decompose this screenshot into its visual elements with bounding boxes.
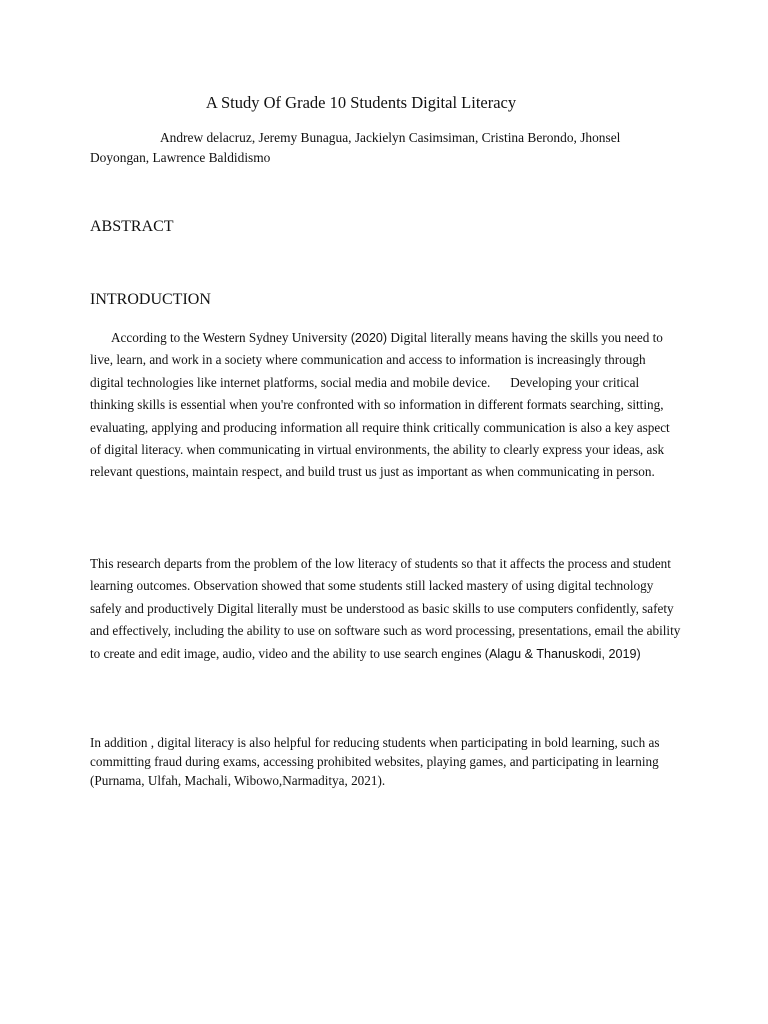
paragraph-text: This research departs from the problem of the low literacy of students so that it affects the process and student learning outcomes. Observation showed that some students still lacked mastery of using digital technology safely and productively Digital literally must be understood as basic skills to use computers confidently, safety and effectively, including the ability to use on software such as word processing, presentations, email the ability to create and edit image, audio, video and the ability to use search engines: [90, 556, 681, 661]
author-list: Andrew delacruz, Jeremy Bunagua, Jackielyn Casimsiman, Cristina Berondo, Jhonsel Doyongan, Lawrence Baldidismo: [90, 130, 621, 165]
paper-title: A Study Of Grade 10 Students Digital Literacy: [205, 93, 517, 112]
introduction-heading: INTRODUCTION: [90, 291, 211, 308]
citation: (Alagu & Thanuskodi, 2019): [484, 646, 641, 661]
citation-year: (2020): [350, 331, 388, 345]
paragraph-text: Developing your critical thinking skills is essential when you're confronted with so information in different formats searching, sitting, evaluating, applying and producing information all require think critically communication is also a key aspect of digital literacy. when communicating in virtual environments, the ability to clearly express your ideas, ask relevant questions, maintain respect, and build trust us just as important as when communicating in person.: [90, 374, 670, 480]
introduction-paragraph-1: [90, 327, 682, 484]
abstract-heading: ABSTRACT: [90, 218, 174, 235]
introduction-paragraph-2: [90, 553, 682, 665]
paragraph-text: Digital literally means having the skills you need to live, learn, and work in a society where communication and access to information is increasingly through digital technologies like internet platforms, social media and mobile device.: [90, 330, 663, 390]
paragraph-text: According to the Western Sydney University: [111, 330, 351, 345]
introduction-paragraph-3: In addition , digital literacy is also helpful for reducing students when participating in bold learning, such as committing fraud during exams, accessing prohibited websites, playing games, and participating in learning (Purnama, Ulfah, Machali, Wibowo,Narmaditya, 2021).: [90, 735, 660, 788]
